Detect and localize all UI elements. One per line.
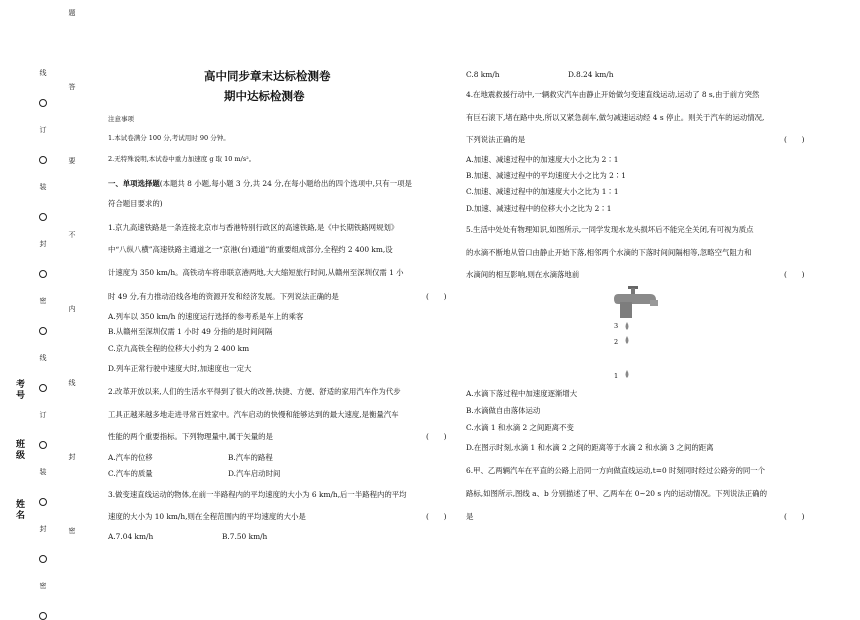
water-drop-icon bbox=[624, 322, 630, 330]
binding-hole-icon bbox=[39, 384, 47, 392]
q1-option-c: C.京九高铁全程的位移大小约为 2 400 km bbox=[108, 344, 250, 353]
binding-margin bbox=[0, 0, 100, 608]
q5-option-a: A.水滴下落过程中加速度逐渐增大 bbox=[466, 389, 578, 398]
q1-option-d: D.列车正常行驶中速度大时,加速度也一定大 bbox=[108, 364, 252, 373]
seal-line-char: 订 bbox=[39, 411, 47, 419]
seal-line-char: 线 bbox=[68, 379, 76, 387]
q2-option-a: A.汽车的位移 bbox=[108, 453, 153, 462]
q1-option-a: A.列车以 350 km/h 的速度运行选择的参考系是车上的乘客 bbox=[108, 312, 304, 321]
q5-line1: 5.生活中处处有物理知识,如图所示,一同学发现水龙头损坏后不能完全关闭,有可视为质点 bbox=[466, 225, 754, 234]
binding-hole-icon bbox=[39, 498, 47, 506]
q5-answer-paren: ( ) bbox=[784, 270, 805, 279]
seal-line-char: 密 bbox=[68, 527, 76, 535]
q3-option-a: A.7.04 km/h bbox=[108, 532, 154, 541]
drop-label-1: 1 bbox=[614, 372, 619, 380]
seal-line-char: 装 bbox=[39, 468, 47, 476]
binding-hole-icon bbox=[39, 213, 47, 221]
class-label: 班 级 bbox=[15, 440, 25, 461]
book-title: 高中同步章末达标检测卷 bbox=[204, 69, 331, 83]
seal-line-char: 封 bbox=[39, 240, 47, 248]
seal-line-char: 答 bbox=[68, 83, 76, 91]
faucet-icon bbox=[606, 284, 666, 384]
seal-line-char: 线 bbox=[39, 69, 47, 77]
seal-line-char: 密 bbox=[39, 582, 47, 590]
water-drop-icon bbox=[624, 370, 630, 378]
q4-option-a: A.加速、减速过程中的加速度大小之比为 2∶1 bbox=[466, 155, 619, 164]
q1-line4: 时 49 分,有力推动沿线各地的资源开发和经济发展。下列说法正确的是 bbox=[108, 292, 339, 301]
drop-label-2: 2 bbox=[614, 338, 619, 346]
q2-option-c: C.汽车的质量 bbox=[108, 469, 153, 478]
q3-option-d: D.8.24 km/h bbox=[568, 70, 614, 79]
seal-line-char: 密 bbox=[39, 297, 47, 305]
q4-line2: 有巨石滚下,堵在路中央,所以又紧急刹车,做匀减速运动经 4 s 停止。则关于汽车的运动情况, bbox=[466, 113, 765, 122]
binding-hole-icon bbox=[39, 270, 47, 278]
seal-line-char: 封 bbox=[68, 453, 76, 461]
q1-option-b: B.从赣州至深圳仅需 1 小时 49 分指的是时间间隔 bbox=[108, 327, 273, 336]
seal-line-char: 内 bbox=[68, 305, 76, 313]
binding-hole-icon bbox=[39, 156, 47, 164]
q1-line3: 计速度为 350 km/h。高铁动车将串联京港两地,大大缩短旅行时间,从赣州至深圳仅需 1 小 bbox=[108, 268, 404, 277]
seal-line-char: 线 bbox=[39, 354, 47, 362]
q4-option-c: C.加速、减速过程中的加速度大小之比为 1∶1 bbox=[466, 187, 619, 196]
q5-option-c: C.水滴 1 和水滴 2 之间距离不变 bbox=[466, 423, 574, 432]
q4-line3: 下列说法正确的是 bbox=[466, 135, 526, 144]
section-heading-rest: (本题共 8 小题,每小题 3 分,共 24 分,在每小题给出的四个选项中,只有一项是 bbox=[159, 179, 412, 188]
q1-line1: 1.京九高速铁路是一条连接北京市与香港特别行政区的高速铁路,是《中长期铁路网规划》 bbox=[108, 223, 399, 232]
q1-line2: 中“八纵八横”高速铁路主通道之一“京港(台)通道”的重要组成部分,全程约 2 400 km,设 bbox=[108, 245, 393, 254]
exam-title: 期中达标检测卷 bbox=[224, 89, 305, 103]
q4-answer-paren: ( ) bbox=[784, 135, 805, 144]
q2-line1: 2.改革开放以来,人们的生活水平得到了很大的改善,快捷、方便、舒适的家用汽车作为代步 bbox=[108, 387, 401, 396]
q4-option-d: D.加速、减速过程中的位移大小之比为 2∶1 bbox=[466, 204, 612, 213]
q2-answer-paren: ( ) bbox=[426, 432, 447, 441]
q2-option-b: B.汽车的路程 bbox=[228, 453, 273, 462]
seal-line-char: 装 bbox=[39, 183, 47, 191]
q5-option-d: D.在图示时刻,水滴 1 和水滴 2 之间的距离等于水滴 2 和水滴 3 之间的距离 bbox=[466, 443, 714, 452]
q2-line3: 性能的两个重要指标。下列物理量中,属于矢量的是 bbox=[108, 432, 273, 441]
q3-line1: 3.做变速直线运动的物体,在前一半路程内的平均速度的大小为 6 km/h,后一半路程内的平均 bbox=[108, 490, 407, 499]
seal-line-char: 题 bbox=[68, 9, 76, 17]
name-label: 姓 名 bbox=[15, 500, 25, 521]
q3-option-b: B.7.50 km/h bbox=[222, 532, 268, 541]
seal-line-char: 要 bbox=[68, 157, 76, 165]
notes-item-1: 1.本试卷满分 100 分,考试用时 90 分钟。 bbox=[108, 134, 230, 142]
q2-line2: 工具正越来越多地走进寻常百姓家中。汽车启动的快慢和能够达到的最大速度,是衡量汽车 bbox=[108, 410, 399, 419]
q4-line1: 4.在地震救援行动中,一辆救灾汽车由静止开始做匀变速直线运动,运动了 8 s,由于前方突然 bbox=[466, 90, 760, 99]
binding-hole-icon bbox=[39, 555, 47, 563]
q2-option-d: D.汽车启动时间 bbox=[228, 469, 281, 478]
water-drop-icon bbox=[624, 336, 630, 344]
seal-line-char: 封 bbox=[39, 525, 47, 533]
drop-label-3: 3 bbox=[614, 322, 619, 330]
q5-line3: 水滴间的相互影响,则在水滴落地前 bbox=[466, 270, 580, 279]
q3-option-c: C.8 km/h bbox=[466, 70, 500, 79]
section-heading-title: 一、单项选择题 bbox=[108, 179, 160, 188]
faucet-figure bbox=[606, 284, 666, 384]
q6-line1: 6.甲、乙两辆汽车在平直的公路上沿同一方向做直线运动,t=0 时刻同时经过公路旁的同一个 bbox=[466, 466, 766, 475]
notes-heading: 注意事项 bbox=[108, 115, 134, 123]
binding-hole-icon bbox=[39, 441, 47, 449]
q4-option-b: B.加速、减速过程中的平均速度大小之比为 2∶1 bbox=[466, 171, 626, 180]
notes-item-2: 2.无特殊说明,本试卷中重力加速度 g 取 10 m/s²。 bbox=[108, 155, 256, 163]
binding-hole-icon bbox=[39, 99, 47, 107]
q6-line2: 路标,如图所示,图线 a、b 分别描述了甲、乙两车在 0~20 s 内的运动情况。下列说法正确的 bbox=[466, 489, 767, 498]
binding-hole-icon bbox=[39, 327, 47, 335]
seal-line-char: 订 bbox=[39, 126, 47, 134]
q1-answer-paren: ( ) bbox=[426, 292, 447, 301]
section-heading bbox=[108, 178, 412, 189]
section-heading-line2: 符合题目要求的) bbox=[108, 199, 163, 208]
q3-answer-paren: ( ) bbox=[426, 512, 447, 521]
binding-hole-icon bbox=[39, 612, 47, 620]
exam-number-label: 考 号 bbox=[15, 380, 25, 401]
seal-line-char: 不 bbox=[68, 231, 76, 239]
q3-line2: 速度的大小为 10 km/h,则在全程范围内的平均速度的大小是 bbox=[108, 512, 306, 521]
q6-line3: 是 bbox=[466, 512, 474, 521]
q6-answer-paren: ( ) bbox=[784, 512, 805, 521]
q5-option-b: B.水滴做自由落体运动 bbox=[466, 406, 541, 415]
q5-line2: 的水滴不断地从管口由静止开始下落,相邻两个水滴的下落时间间隔相等,忽略空气阻力和 bbox=[466, 248, 752, 257]
